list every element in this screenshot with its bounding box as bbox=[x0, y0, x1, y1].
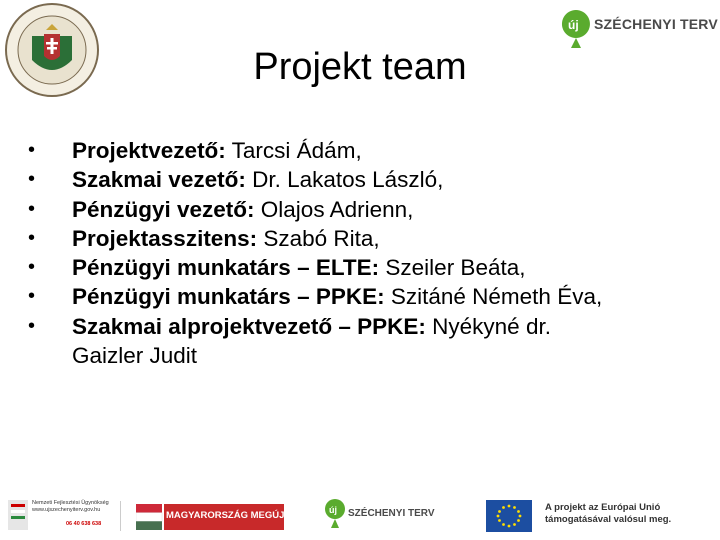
eu-flag-icon bbox=[486, 500, 532, 532]
team-list bbox=[24, 136, 714, 370]
nfu-line1: Nemzeti Fejlesztési Ügynökség bbox=[32, 500, 109, 506]
list-item bbox=[24, 312, 714, 371]
role-label: Projektasszitens: bbox=[72, 225, 258, 251]
member-name: Dr. Lakatos László, bbox=[245, 167, 444, 193]
member-name: Nyékyné dr. bbox=[425, 313, 551, 339]
nfu-line2: www.ujszechenyiterv.gov.hu bbox=[32, 507, 101, 513]
nfu-phone: 06 40 638 638 bbox=[66, 521, 102, 527]
list-item bbox=[24, 165, 714, 194]
eu-line1: A projekt az Európai Unió bbox=[545, 502, 661, 513]
eu-line2: támogatásával valósul meg. bbox=[545, 514, 672, 525]
bullet: • bbox=[28, 285, 36, 308]
role-label: Projektvezető: bbox=[72, 138, 226, 163]
svg-text:új: új bbox=[329, 505, 337, 515]
szechenyi-leaf-icon bbox=[324, 498, 346, 530]
bullet: • bbox=[28, 226, 36, 249]
role-label: Pénzügyi munkatárs – PPKE: bbox=[72, 284, 385, 310]
member-name: Szitáné Németh Éva, bbox=[384, 284, 603, 310]
page-title: Projekt team bbox=[253, 46, 467, 88]
list-item bbox=[24, 195, 714, 224]
bullet: • bbox=[28, 168, 36, 191]
member-name-continuation: Gaizler Judit bbox=[72, 343, 198, 369]
list-item bbox=[24, 253, 714, 282]
member-name: Szeiler Beáta, bbox=[379, 255, 526, 281]
bullet: • bbox=[28, 314, 36, 337]
footer-divider bbox=[120, 501, 121, 531]
bullet: • bbox=[28, 197, 36, 220]
member-name: Tarcsi Ádám, bbox=[225, 138, 362, 163]
list-item bbox=[24, 282, 714, 311]
list-item bbox=[24, 224, 714, 253]
role-label: Szakmai vezető: bbox=[72, 167, 246, 193]
member-name: Olajos Adrienn, bbox=[254, 196, 414, 222]
nfu-text bbox=[32, 500, 109, 514]
bullet: • bbox=[28, 256, 36, 279]
svg-text:új: új bbox=[568, 18, 579, 32]
role-label: Szakmai alprojektvezető – PPKE: bbox=[72, 313, 426, 339]
szechenyi-footer-text: SZÉCHENYI TERV bbox=[348, 508, 435, 519]
bullet: • bbox=[28, 139, 36, 161]
magyarorszag-text: MAGYARORSZÁG MEGÚJUL bbox=[166, 510, 298, 521]
role-label: Pénzügyi vezető: bbox=[72, 196, 255, 222]
szechenyi-logo-text: SZÉCHENYI TERV bbox=[594, 16, 718, 32]
list-item bbox=[24, 136, 714, 165]
member-name: Szabó Rita, bbox=[257, 225, 380, 251]
role-label: Pénzügyi munkatárs – ELTE: bbox=[72, 255, 380, 281]
eu-support-text bbox=[545, 502, 671, 526]
